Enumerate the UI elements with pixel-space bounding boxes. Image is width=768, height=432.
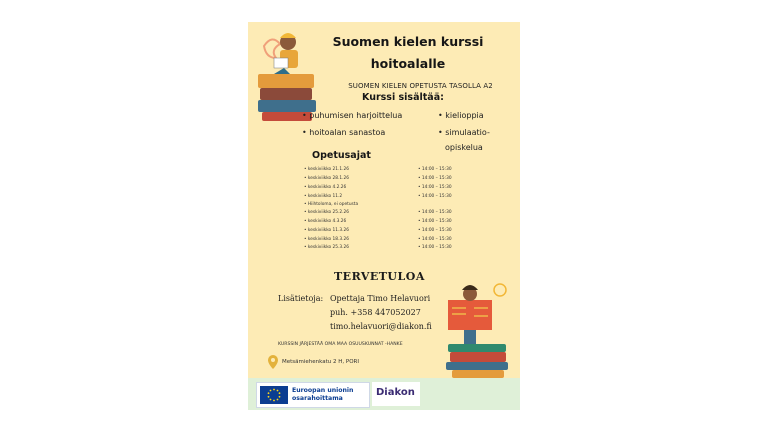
diakon-logo-text: Diakon bbox=[376, 387, 415, 398]
schedule-time: • 14:00 – 15:30 bbox=[418, 194, 452, 199]
schedule-time: • 14:00 – 15:30 bbox=[418, 210, 452, 215]
location-pin-icon bbox=[268, 355, 278, 369]
contact-phone: puh. +358 447052027 bbox=[330, 308, 421, 317]
schedule-date: • keskiviikko 25.3.26 bbox=[304, 245, 349, 250]
schedule-time: • 14:00 – 15:30 bbox=[418, 245, 452, 250]
reading-child-illustration bbox=[254, 28, 322, 122]
eu-cofunded-logo bbox=[256, 382, 370, 408]
organizer-text: KURSSIN JÄRJESTÄÄ OMA MAA OSUUSKUNNAT -HANKE bbox=[278, 342, 403, 347]
schedule-time: • 14:00 – 15:30 bbox=[418, 185, 452, 190]
schedule-date: • Hiihtoloma, ei opetusta bbox=[304, 202, 359, 207]
contact-email[interactable]: timo.helavuori@diakon.fi bbox=[330, 322, 432, 331]
info-label: Lisätietoja: bbox=[278, 294, 324, 303]
poster-title-line1: Suomen kielen kurssi bbox=[332, 34, 484, 49]
content-item: • puhumisen harjoittelua bbox=[302, 111, 403, 120]
eu-flag-icon bbox=[260, 386, 288, 404]
schedule-date: • keskiviikko 28.1.26 bbox=[304, 176, 349, 181]
diakon-logo bbox=[372, 382, 420, 406]
content-item: • kielioppia bbox=[438, 111, 484, 120]
eu-logo-line1: Euroopan unionin bbox=[292, 387, 354, 394]
schedule-time: • 14:00 – 15:30 bbox=[418, 219, 452, 224]
content-item: opiskelua bbox=[445, 143, 483, 152]
poster-subtitle: SUOMEN KIELEN OPETUSTA TASOLLA A2 bbox=[348, 82, 493, 90]
schedule-date: • keskiviikko 25.2.26 bbox=[304, 210, 349, 215]
schedule-date: • keskiviikko 4.2.26 bbox=[304, 185, 347, 190]
content-item: • hoitoalan sanastoa bbox=[302, 128, 386, 137]
schedule-time: • 14:00 – 15:30 bbox=[418, 167, 452, 172]
poster-title-line2: hoitoalalle bbox=[370, 56, 446, 71]
welcome-text: TERVETULOA bbox=[334, 270, 425, 283]
eu-logo-line2: osarahoittama bbox=[292, 395, 343, 402]
address-text: Metsämiehenkatu 2 H, PORI bbox=[282, 359, 359, 365]
schedule-date: • keskiviikko 11.3.26 bbox=[304, 228, 349, 233]
child-on-books-illustration bbox=[442, 280, 516, 378]
schedule-date: • keskiviikko 11.2 bbox=[304, 194, 343, 199]
course-contents-heading: Kurssi sisältää: bbox=[362, 92, 444, 103]
schedule-time: • 14:00 – 15:30 bbox=[418, 176, 452, 181]
footer-logos bbox=[248, 378, 520, 410]
schedule-heading: Opetusajat bbox=[312, 150, 371, 161]
schedule-time: • 14:00 – 15:30 bbox=[418, 237, 452, 242]
schedule-date: • keskiviikko 21.1.26 bbox=[304, 167, 349, 172]
schedule-time: • 14:00 – 15:30 bbox=[418, 228, 452, 233]
schedule-date: • keskiviikko 4.3.26 bbox=[304, 219, 347, 224]
course-poster bbox=[248, 22, 520, 410]
schedule-date: • keskiviikko 18.3.26 bbox=[304, 237, 349, 242]
content-item: • simulaatio- bbox=[438, 128, 490, 137]
contact-name: Opettaja Timo Helavuori bbox=[330, 294, 431, 303]
